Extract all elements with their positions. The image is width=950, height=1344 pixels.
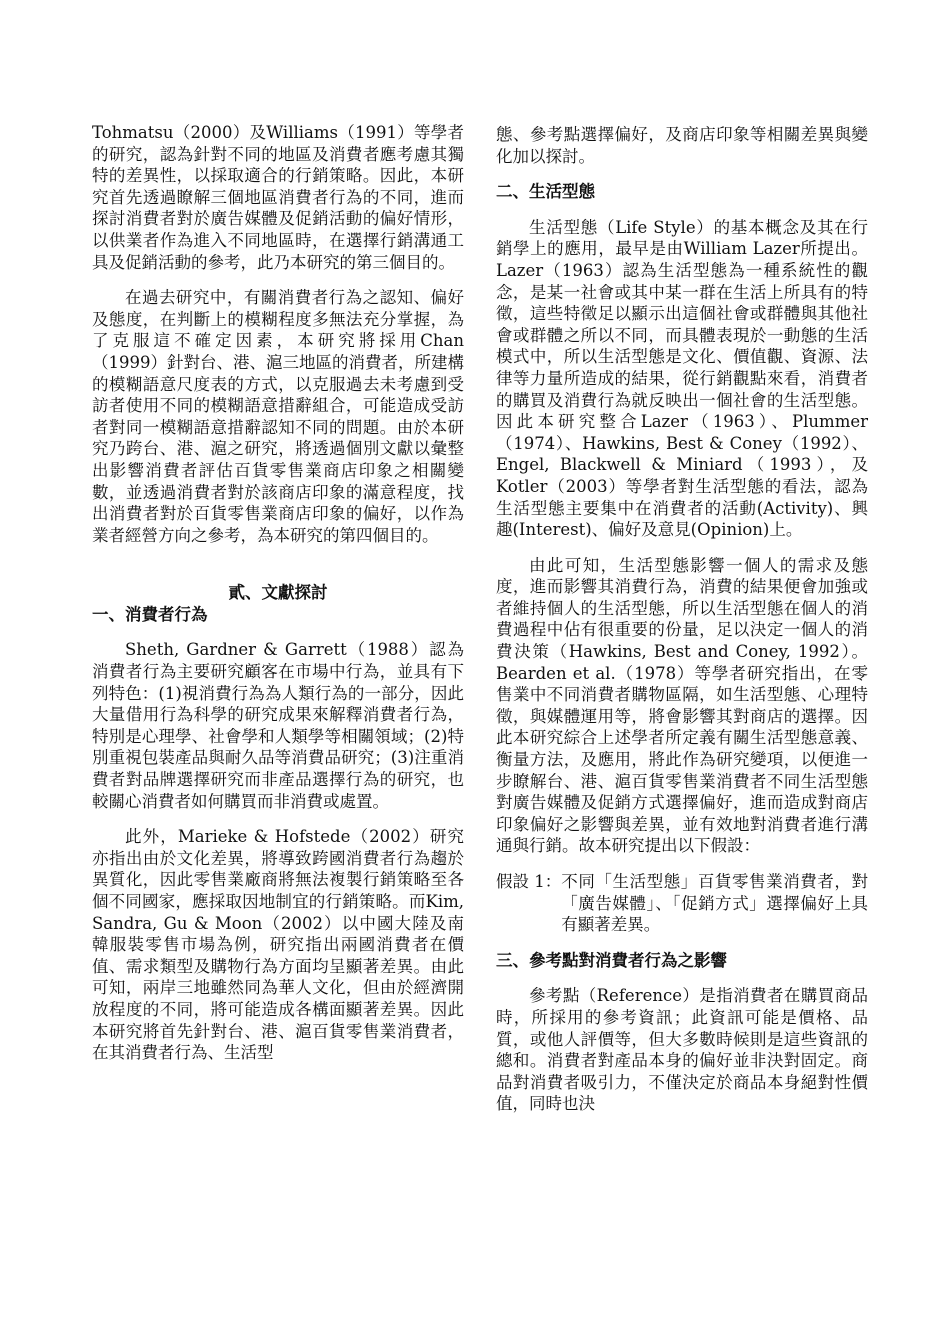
paragraph-continuation: 態、參考點選擇偏好，及商店印象等相關差異與變化加以探討。 — [496, 125, 868, 166]
paragraph-lifestyle-influence: 由此可知，生活型態影響一個人的需求及態度，進而影響其消費行為，消費的結果便會加強或者維持個人的生活型態，所以生活型態在個人的消費過程中佔有很重要的份量，足以決定一個人的消費決策（Hawkins, Best and Coney, 1992）。Bearden et al.（1978）等學者研究指出，在零售業中不同消費者購物區隔，如生活型態、心理特徵，與媒體運用等，將會影響其對商店的選擇。因此本研究綜合上述學者所定義有關生活型態意義、衡量方法，及應用，將此作為研究變項，以便進一步瞭解台、港、滬百貨零售業消費者不同生活型態對廣告媒體及促銷方式選擇偏好，進而造成對商店印象偏好之影響與差異，並有效地對消費者進行溝通與行銷。故本研究提出以下假設： — [496, 555, 868, 856]
hypothesis-label: 假設 1： — [496, 872, 562, 891]
paragraph-objective-four: 在過去研究中，有關消費者行為之認知、偏好及態度，在判斷上的模糊程度多無法充分掌握，為了克服這不確定因素，本研究將採用Chan（1999）針對台、港、滬三地區的消費者，所建構的模糊語意尺度表的方式，以克服過去未考慮到受訪者使用不同的模糊語意措辭組合，可能造成受訪者對同一模糊語意措辭認知不同的問題。由於本研究乃跨台、港、滬之研究，將透過個別文獻以彙整出影響消費者評估百貨零售業商店印象之相關變數，並透過消費者對於該商店印象的滿意程度，找出消費者對於百貨零售業商店印象的偏好，以作為業者經營方向之參考，為本研究的第四個目的。 — [92, 288, 464, 545]
right-column — [496, 124, 868, 1115]
left-column — [92, 122, 464, 1064]
hypothesis-text: 不同「生活型態」百貨零售業消費者，對「廣告媒體」、「促銷方式」選擇偏好上具有顯著差異。 — [561, 872, 868, 935]
paragraph-reference-point: 參考點（Reference）是指消費者在購買商品時，所採用的參考資訊；此資訊可能是價格、品質，或他人評價等，但大多數時候則是這些資訊的總和。消費者對產品本身的偏好並非決對固定。商品對消費者吸引力，不僅決定於商品本身絕對性價值，同時也決 — [496, 986, 868, 1114]
hypothesis-1 — [496, 871, 868, 936]
heading-reference-point: 三、參考點對消費者行為之影響 — [496, 950, 727, 970]
paragraph-sheth: Sheth, Gardner & Garrett（1988）認為消費者行為主要研究顧客在市場中行為，並具有下列特色：(1)視消費行為為人類行為的一部分，因此大量借用行為科學的研究成果來解釋消費者行為，特別是心理學、社會學和人類學等相關領域；(2)特別重視包裝產品與耐久品等消費品研究；(3)注重消費者對品牌選擇研究而非產品選擇行為的研究，也較關心消費者如何購買而非消費或處置。 — [92, 640, 464, 811]
paragraph-lifestyle-definition: 生活型態（Life Style）的基本概念及其在行銷學上的應用，最早是由William Lazer所提出。Lazer（1963）認為生活型態為一種系統性的觀念，是某一社會或其中某一群在生活上所具有的特徵，這些特徵足以顯示出這個社會或群體與其他社會或群體之所以不同，而具體表現於一動態的生活模式中，所以生活型態是文化、價值觀、資源、法律等力量所造成的結果，從行銷觀點來看，消費者的購買及消費行為就反映出一個社會的生活型態。因此本研究整合Lazer（1963）、Plummer（1974）、Hawkins, Best & Coney（1992）、Engel, Blackwell & Miniard（1993），及Kotler（2003）等學者對生活型態的看法，認為生活型態主要集中在消費者的活動(Activity)、興趣(Interest)、偏好及意見(Opinion)上。 — [496, 217, 868, 540]
paragraph-marieke: 此外，Marieke & Hofstede（2002）研究亦指出由於文化差異，將導致跨國消費者行為趨於異質化，因此零售業廠商將無法複製行銷策略至各個不同國家，應採取因地制宜的行銷策略。而Kim, Sandra, Gu & Moon（2002）以中國大陸及南韓服裝零售市場為例，研究指出兩國消費者在價值、需求類型及購物行為方面均呈顯著差異。由此可知，兩岸三地雖然同為華人文化，但由於經濟開放程度的不同，將可能造成各構面顯著差異。因此本研究將首先針對台、港、滬百貨零售業消費者，在其消費者行為、生活型 — [92, 827, 464, 1063]
paragraph-objective-three: Tohmatsu（2000）及Williams（1991）等學者的研究，認為針對不同的地區及消費者應考慮其獨特的差異性，以採取適合的行銷策略。因此，本研究首先透過瞭解三個地區消費者行為的不同，進而探討消費者對於廣告媒體及促銷活動的偏好情形，以供業者作為進入不同地區時，在選擇行銷溝通工具及促銷活動的參考，此乃本研究的第三個目的。 — [92, 123, 464, 272]
section-title-literature-review: 貳、文獻探討 — [228, 583, 328, 603]
heading-lifestyle: 二、生活型態 — [496, 182, 595, 202]
heading-consumer-behavior: 一、消費者行為 — [92, 604, 208, 624]
